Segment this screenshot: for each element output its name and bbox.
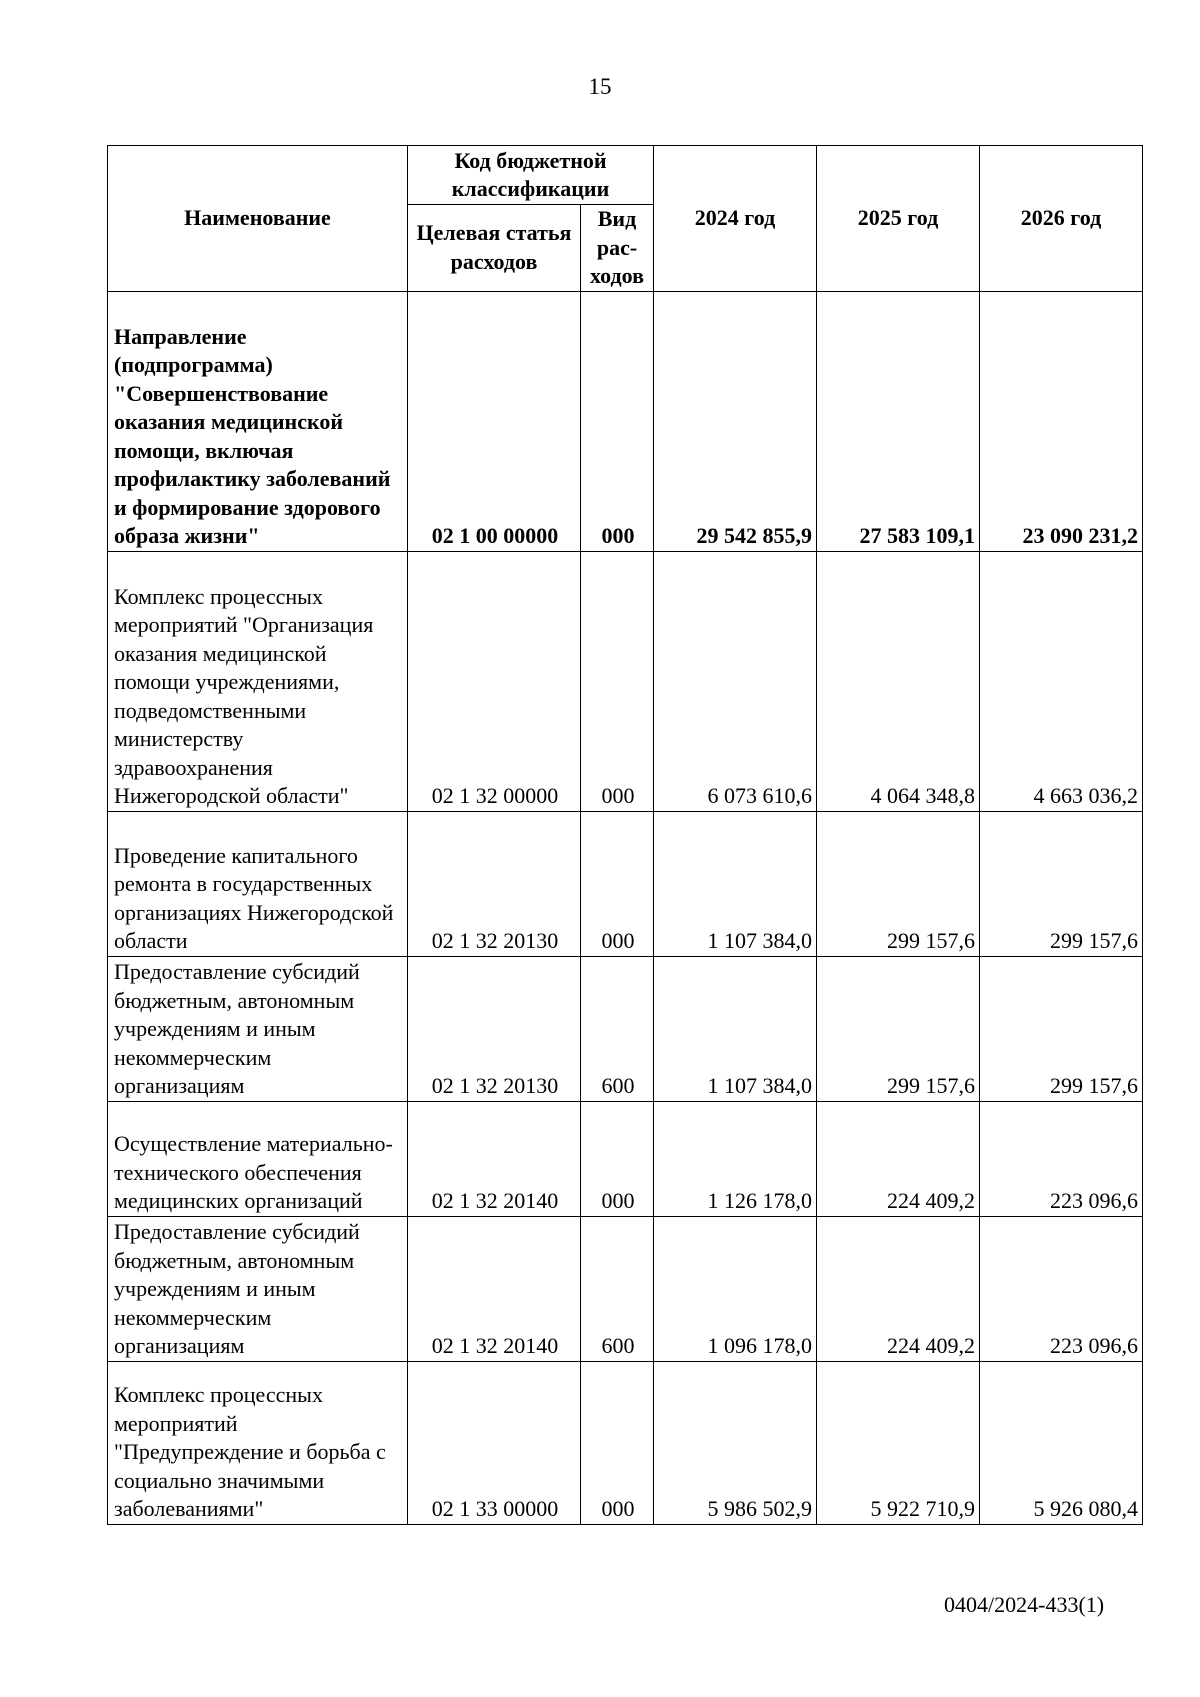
row-value-2025: 299 157,6	[817, 956, 980, 1101]
row-value-2025: 5 922 710,9	[817, 1361, 980, 1524]
row-expense-type: 000	[581, 551, 654, 811]
row-value-2025: 224 409,2	[817, 1216, 980, 1361]
row-value-2025: 27 583 109,1	[817, 291, 980, 551]
row-value-2024: 5 986 502,9	[654, 1361, 817, 1524]
budget-table	[107, 145, 1143, 1525]
header-2024: 2024 год	[654, 146, 817, 292]
row-value-2024: 29 542 855,9	[654, 291, 817, 551]
row-expense-type: 000	[581, 291, 654, 551]
row-value-2024: 1 107 384,0	[654, 811, 817, 956]
row-name: Предоставление субсидий бюджетным, автономным учреждениям и иным некоммерческим организациям	[108, 956, 408, 1101]
page-number: 15	[588, 74, 612, 99]
row-value-2024: 1 126 178,0	[654, 1101, 817, 1216]
document-code: 0404/2024-433(1)	[944, 1592, 1105, 1617]
row-target-article: 02 1 33 00000	[408, 1361, 581, 1524]
row-expense-type: 000	[581, 811, 654, 956]
row-value-2024: 6 073 610,6	[654, 551, 817, 811]
row-value-2025: 4 064 348,8	[817, 551, 980, 811]
row-value-2025: 299 157,6	[817, 811, 980, 956]
header-code-group: Код бюджетной классификации	[408, 146, 654, 205]
row-target-article: 02 1 00 00000	[408, 291, 581, 551]
row-name: Осуществление материально-технического обеспечения медицинских организаций	[108, 1101, 408, 1216]
table-row	[108, 291, 1143, 551]
row-target-article: 02 1 32 20140	[408, 1216, 581, 1361]
table-body	[108, 291, 1143, 1524]
row-target-article: 02 1 32 20130	[408, 811, 581, 956]
row-value-2026: 23 090 231,2	[980, 291, 1143, 551]
row-value-2026: 299 157,6	[980, 811, 1143, 956]
row-name: Предоставление субсидий бюджетным, автономным учреждениям и иным некоммерческим организациям	[108, 1216, 408, 1361]
row-value-2024: 1 107 384,0	[654, 956, 817, 1101]
table-row	[108, 811, 1143, 956]
row-name: Проведение капитального ремонта в государственных организациях Нижегородской области	[108, 811, 408, 956]
row-value-2026: 5 926 080,4	[980, 1361, 1143, 1524]
header-2025: 2025 год	[817, 146, 980, 292]
table-row	[108, 551, 1143, 811]
row-value-2026: 223 096,6	[980, 1216, 1143, 1361]
row-value-2024: 1 096 178,0	[654, 1216, 817, 1361]
row-expense-type: 000	[581, 1101, 654, 1216]
header-expense-type: Вид рас-ходов	[581, 205, 654, 292]
row-expense-type: 600	[581, 1216, 654, 1361]
header-target-article: Целевая статья расходов	[408, 205, 581, 292]
header-name: Наименование	[108, 146, 408, 292]
row-name: Комплекс процессных мероприятий "Предупреждение и борьба с социально значимыми заболеваниями"	[108, 1361, 408, 1524]
table-row	[108, 1101, 1143, 1216]
row-value-2026: 223 096,6	[980, 1101, 1143, 1216]
row-value-2026: 299 157,6	[980, 956, 1143, 1101]
table-row	[108, 1361, 1143, 1524]
row-value-2025: 224 409,2	[817, 1101, 980, 1216]
header-2026: 2026 год	[980, 146, 1143, 292]
row-value-2026: 4 663 036,2	[980, 551, 1143, 811]
row-expense-type: 600	[581, 956, 654, 1101]
row-expense-type: 000	[581, 1361, 654, 1524]
row-target-article: 02 1 32 00000	[408, 551, 581, 811]
row-name: Направление (подпрограмма) "Совершенствование оказания медицинской помощи, включая профилактику заболеваний и формирование здорового образа жизни"	[108, 291, 408, 551]
table-row	[108, 956, 1143, 1101]
row-name: Комплекс процессных мероприятий "Организация оказания медицинской помощи учреждениями, подведомственными министерству здравоохранения Нижегородской области"	[108, 551, 408, 811]
table-row	[108, 1216, 1143, 1361]
row-target-article: 02 1 32 20130	[408, 956, 581, 1101]
row-target-article: 02 1 32 20140	[408, 1101, 581, 1216]
